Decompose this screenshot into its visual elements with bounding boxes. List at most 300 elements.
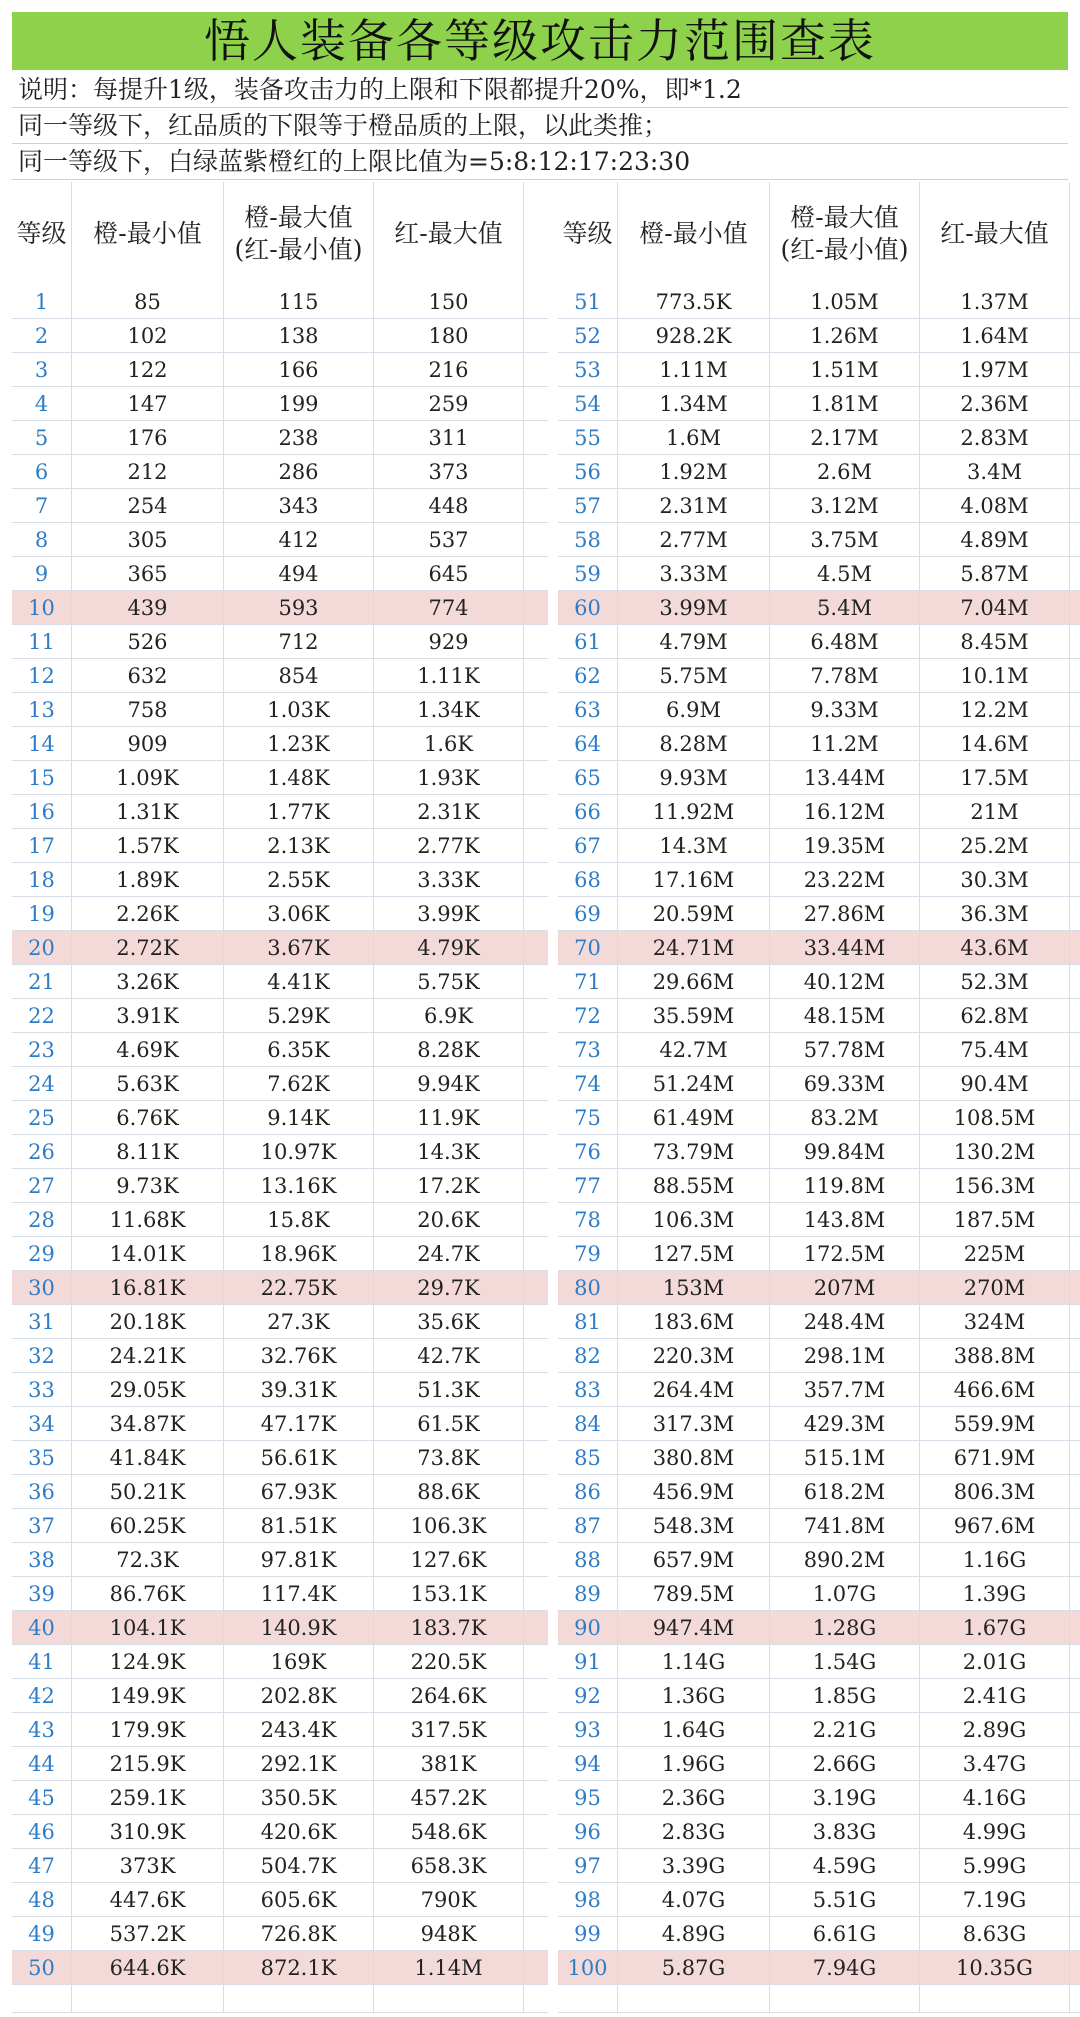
cell-red-max: 5.99G bbox=[920, 1849, 1070, 1882]
cell-orange-min: 29.05K bbox=[72, 1373, 224, 1406]
cell-orange-min: 124.9K bbox=[72, 1645, 224, 1678]
cell-orange-max: 9.14K bbox=[224, 1101, 374, 1134]
table-row bbox=[12, 1169, 548, 1203]
cell-level: 87 bbox=[558, 1509, 618, 1542]
cell-orange-min: 179.9K bbox=[72, 1713, 224, 1746]
cell-level: 8 bbox=[12, 523, 72, 556]
header-level: 等级 bbox=[12, 182, 72, 285]
cell-orange-min: 2.31M bbox=[618, 489, 770, 522]
cell-orange-min: 456.9M bbox=[618, 1475, 770, 1508]
cell-level: 25 bbox=[12, 1101, 72, 1134]
cell-orange-min: 5.87G bbox=[618, 1951, 770, 1984]
cell-orange-max: 166 bbox=[224, 353, 374, 386]
cell-orange-max: 7.62K bbox=[224, 1067, 374, 1100]
cell-orange-min: 6.9M bbox=[618, 693, 770, 726]
cell-orange-min: 317.3M bbox=[618, 1407, 770, 1440]
table-row bbox=[558, 693, 1080, 727]
cell-level: 30 bbox=[12, 1271, 72, 1304]
cell-red-max: 270M bbox=[920, 1271, 1070, 1304]
table-row bbox=[558, 1951, 1080, 1985]
cell-orange-max: 1.85G bbox=[770, 1679, 920, 1712]
cell-red-max: 130.2M bbox=[920, 1135, 1070, 1168]
cell-orange-min: 24.71M bbox=[618, 931, 770, 964]
cell-orange-min: 14.01K bbox=[72, 1237, 224, 1270]
cell-level: 58 bbox=[558, 523, 618, 556]
cell-orange-max: 429.3M bbox=[770, 1407, 920, 1440]
cell-orange-max: 11.2M bbox=[770, 727, 920, 760]
cell-red-max: 4.89M bbox=[920, 523, 1070, 556]
cell-red-max: 127.6K bbox=[374, 1543, 524, 1576]
cell-red-max: 187.5M bbox=[920, 1203, 1070, 1236]
cell-level: 4 bbox=[12, 387, 72, 420]
cell-orange-max: 56.61K bbox=[224, 1441, 374, 1474]
blank-cell bbox=[374, 1985, 524, 2012]
cell-level: 59 bbox=[558, 557, 618, 590]
cell-orange-max: 48.15M bbox=[770, 999, 920, 1032]
table-row bbox=[558, 761, 1080, 795]
cell-red-max: 17.5M bbox=[920, 761, 1070, 794]
cell-red-max: 774 bbox=[374, 591, 524, 624]
table-row bbox=[12, 285, 548, 319]
cell-level: 97 bbox=[558, 1849, 618, 1882]
cell-red-max: 311 bbox=[374, 421, 524, 454]
cell-red-max: 2.77K bbox=[374, 829, 524, 862]
cell-level: 85 bbox=[558, 1441, 618, 1474]
cell-orange-max: 854 bbox=[224, 659, 374, 692]
cell-orange-max: 9.33M bbox=[770, 693, 920, 726]
table-row bbox=[558, 1067, 1080, 1101]
cell-orange-max: 140.9K bbox=[224, 1611, 374, 1644]
table-row bbox=[12, 1373, 548, 1407]
cell-orange-max: 27.3K bbox=[224, 1305, 374, 1338]
cell-orange-max: 32.76K bbox=[224, 1339, 374, 1372]
table-row bbox=[12, 387, 548, 421]
cell-red-max: 4.08M bbox=[920, 489, 1070, 522]
table-row bbox=[12, 625, 548, 659]
cell-red-max: 1.16G bbox=[920, 1543, 1070, 1576]
table-right bbox=[558, 182, 1080, 2013]
cell-level: 82 bbox=[558, 1339, 618, 1372]
cell-orange-min: 1.31K bbox=[72, 795, 224, 828]
cell-orange-min: 4.69K bbox=[72, 1033, 224, 1066]
cell-level: 79 bbox=[558, 1237, 618, 1270]
cell-red-max: 220.5K bbox=[374, 1645, 524, 1678]
cell-red-max: 9.94K bbox=[374, 1067, 524, 1100]
cell-level: 45 bbox=[12, 1781, 72, 1814]
cell-orange-max: 27.86M bbox=[770, 897, 920, 930]
cell-red-max: 559.9M bbox=[920, 1407, 1070, 1440]
cell-orange-min: 1.14G bbox=[618, 1645, 770, 1678]
cell-orange-min: 20.18K bbox=[72, 1305, 224, 1338]
cell-orange-max: 10.97K bbox=[224, 1135, 374, 1168]
cell-orange-min: 16.81K bbox=[72, 1271, 224, 1304]
cell-orange-max: 81.51K bbox=[224, 1509, 374, 1542]
table-row bbox=[558, 455, 1080, 489]
cell-level: 83 bbox=[558, 1373, 618, 1406]
cell-level: 91 bbox=[558, 1645, 618, 1678]
cell-level: 27 bbox=[12, 1169, 72, 1202]
table-row bbox=[558, 1135, 1080, 1169]
cell-orange-min: 1.92M bbox=[618, 455, 770, 488]
table-row bbox=[558, 1509, 1080, 1543]
cell-orange-max: 97.81K bbox=[224, 1543, 374, 1576]
table-row bbox=[12, 353, 548, 387]
cell-orange-max: 69.33M bbox=[770, 1067, 920, 1100]
cell-orange-min: 5.75M bbox=[618, 659, 770, 692]
cell-orange-max: 67.93K bbox=[224, 1475, 374, 1508]
table-row bbox=[558, 319, 1080, 353]
cell-orange-max: 39.31K bbox=[224, 1373, 374, 1406]
cell-orange-min: 2.36G bbox=[618, 1781, 770, 1814]
cell-red-max: 35.6K bbox=[374, 1305, 524, 1338]
table-row bbox=[12, 319, 548, 353]
cell-orange-min: 373K bbox=[72, 1849, 224, 1882]
cell-level: 9 bbox=[12, 557, 72, 590]
table-row bbox=[12, 829, 548, 863]
table-row bbox=[12, 931, 548, 965]
cell-orange-min: 1.36G bbox=[618, 1679, 770, 1712]
cell-orange-max: 202.8K bbox=[224, 1679, 374, 1712]
cell-level: 95 bbox=[558, 1781, 618, 1814]
cell-level: 47 bbox=[12, 1849, 72, 1882]
cell-red-max: 1.6K bbox=[374, 727, 524, 760]
table-row bbox=[12, 1645, 548, 1679]
cell-red-max: 183.7K bbox=[374, 1611, 524, 1644]
table-row bbox=[12, 1203, 548, 1237]
cell-orange-max: 5.29K bbox=[224, 999, 374, 1032]
header-orange-max bbox=[770, 182, 920, 285]
cell-level: 61 bbox=[558, 625, 618, 658]
cell-orange-min: 310.9K bbox=[72, 1815, 224, 1848]
cell-red-max: 88.6K bbox=[374, 1475, 524, 1508]
table-row bbox=[12, 1101, 548, 1135]
cell-orange-min: 3.99M bbox=[618, 591, 770, 624]
cell-level: 55 bbox=[558, 421, 618, 454]
cell-orange-max: 1.03K bbox=[224, 693, 374, 726]
cell-orange-min: 5.63K bbox=[72, 1067, 224, 1100]
table-row bbox=[558, 557, 1080, 591]
cell-orange-min: 3.91K bbox=[72, 999, 224, 1032]
cell-orange-min: 24.21K bbox=[72, 1339, 224, 1372]
header-red-max: 红-最大值 bbox=[920, 182, 1070, 285]
cell-level: 24 bbox=[12, 1067, 72, 1100]
table-header bbox=[12, 182, 548, 285]
table-row bbox=[12, 1067, 548, 1101]
cell-orange-max: 6.61G bbox=[770, 1917, 920, 1950]
table-row bbox=[12, 863, 548, 897]
cell-level: 21 bbox=[12, 965, 72, 998]
cell-orange-max: 605.6K bbox=[224, 1883, 374, 1916]
cell-orange-min: 758 bbox=[72, 693, 224, 726]
table-row bbox=[558, 1679, 1080, 1713]
cell-orange-max: 515.1M bbox=[770, 1441, 920, 1474]
cell-red-max: 10.35G bbox=[920, 1951, 1070, 1984]
cell-red-max: 466.6M bbox=[920, 1373, 1070, 1406]
cell-level: 6 bbox=[12, 455, 72, 488]
table-row bbox=[12, 1135, 548, 1169]
cell-orange-min: 305 bbox=[72, 523, 224, 556]
cell-level: 57 bbox=[558, 489, 618, 522]
cell-red-max: 929 bbox=[374, 625, 524, 658]
cell-level: 40 bbox=[12, 1611, 72, 1644]
cell-orange-min: 657.9M bbox=[618, 1543, 770, 1576]
cell-orange-min: 1.89K bbox=[72, 863, 224, 896]
cell-orange-min: 72.3K bbox=[72, 1543, 224, 1576]
cell-orange-min: 29.66M bbox=[618, 965, 770, 998]
cell-orange-max: 13.16K bbox=[224, 1169, 374, 1202]
cell-level: 89 bbox=[558, 1577, 618, 1610]
cell-orange-max: 1.51M bbox=[770, 353, 920, 386]
cell-orange-max: 3.06K bbox=[224, 897, 374, 930]
table-row bbox=[12, 1747, 548, 1781]
cell-orange-max: 3.19G bbox=[770, 1781, 920, 1814]
cell-orange-max: 890.2M bbox=[770, 1543, 920, 1576]
cell-red-max: 2.83M bbox=[920, 421, 1070, 454]
cell-red-max: 216 bbox=[374, 353, 524, 386]
cell-red-max: 645 bbox=[374, 557, 524, 590]
cell-orange-max: 2.13K bbox=[224, 829, 374, 862]
table-row bbox=[12, 1611, 548, 1645]
cell-level: 63 bbox=[558, 693, 618, 726]
cell-level: 100 bbox=[558, 1951, 618, 1984]
cell-red-max: 4.99G bbox=[920, 1815, 1070, 1848]
cell-orange-min: 20.59M bbox=[618, 897, 770, 930]
cell-level: 33 bbox=[12, 1373, 72, 1406]
cell-level: 60 bbox=[558, 591, 618, 624]
cell-orange-min: 365 bbox=[72, 557, 224, 590]
table-row bbox=[558, 1543, 1080, 1577]
blank-cell bbox=[224, 1985, 374, 2012]
cell-level: 31 bbox=[12, 1305, 72, 1338]
cell-red-max: 457.2K bbox=[374, 1781, 524, 1814]
cell-level: 77 bbox=[558, 1169, 618, 1202]
cell-level: 34 bbox=[12, 1407, 72, 1440]
cell-level: 35 bbox=[12, 1441, 72, 1474]
cell-orange-max: 7.78M bbox=[770, 659, 920, 692]
cell-red-max: 5.87M bbox=[920, 557, 1070, 590]
cell-level: 90 bbox=[558, 1611, 618, 1644]
table-row bbox=[12, 489, 548, 523]
table-row bbox=[12, 1509, 548, 1543]
table-row bbox=[558, 625, 1080, 659]
cell-level: 29 bbox=[12, 1237, 72, 1270]
cell-level: 12 bbox=[12, 659, 72, 692]
blank-row bbox=[558, 1985, 1080, 2013]
cell-orange-min: 61.49M bbox=[618, 1101, 770, 1134]
cell-level: 15 bbox=[12, 761, 72, 794]
table-row bbox=[558, 387, 1080, 421]
cell-orange-min: 632 bbox=[72, 659, 224, 692]
cell-orange-min: 122 bbox=[72, 353, 224, 386]
cell-orange-min: 4.89G bbox=[618, 1917, 770, 1950]
table-row bbox=[558, 1169, 1080, 1203]
cell-level: 54 bbox=[558, 387, 618, 420]
cell-orange-min: 644.6K bbox=[72, 1951, 224, 1984]
table-row bbox=[12, 1577, 548, 1611]
table-row bbox=[558, 965, 1080, 999]
cell-red-max: 671.9M bbox=[920, 1441, 1070, 1474]
cell-orange-max: 33.44M bbox=[770, 931, 920, 964]
cell-red-max: 21M bbox=[920, 795, 1070, 828]
table-row bbox=[558, 1033, 1080, 1067]
cell-level: 51 bbox=[558, 285, 618, 318]
cell-level: 2 bbox=[12, 319, 72, 352]
cell-orange-min: 380.8M bbox=[618, 1441, 770, 1474]
header-orange-max-line1: 橙-最大值 bbox=[790, 202, 899, 232]
cell-red-max: 106.3K bbox=[374, 1509, 524, 1542]
cell-orange-min: 220.3M bbox=[618, 1339, 770, 1372]
cell-level: 92 bbox=[558, 1679, 618, 1712]
cell-red-max: 6.9K bbox=[374, 999, 524, 1032]
table-row bbox=[12, 1679, 548, 1713]
table-row bbox=[558, 421, 1080, 455]
cell-level: 72 bbox=[558, 999, 618, 1032]
cell-red-max: 790K bbox=[374, 1883, 524, 1916]
table-row bbox=[12, 1849, 548, 1883]
cell-level: 74 bbox=[558, 1067, 618, 1100]
cell-orange-max: 15.8K bbox=[224, 1203, 374, 1236]
cell-level: 16 bbox=[12, 795, 72, 828]
cell-red-max: 2.36M bbox=[920, 387, 1070, 420]
cell-orange-max: 169K bbox=[224, 1645, 374, 1678]
note-line-3: 同一等级下，白绿蓝紫橙红的上限比值为=5:8:12:17:23:30 bbox=[12, 144, 1068, 180]
cell-level: 75 bbox=[558, 1101, 618, 1134]
cell-orange-max: 2.6M bbox=[770, 455, 920, 488]
table-row bbox=[12, 1713, 548, 1747]
cell-orange-min: 85 bbox=[72, 285, 224, 318]
cell-level: 65 bbox=[558, 761, 618, 794]
cell-orange-max: 1.23K bbox=[224, 727, 374, 760]
cell-orange-min: 147 bbox=[72, 387, 224, 420]
cell-orange-max: 593 bbox=[224, 591, 374, 624]
table-row bbox=[558, 795, 1080, 829]
cell-orange-min: 537.2K bbox=[72, 1917, 224, 1950]
table-row bbox=[558, 1645, 1080, 1679]
cell-orange-min: 773.5K bbox=[618, 285, 770, 318]
table-row bbox=[558, 353, 1080, 387]
cell-orange-max: 2.17M bbox=[770, 421, 920, 454]
cell-orange-max: 23.22M bbox=[770, 863, 920, 896]
table-row bbox=[558, 1747, 1080, 1781]
cell-orange-max: 1.05M bbox=[770, 285, 920, 318]
cell-orange-max: 3.83G bbox=[770, 1815, 920, 1848]
cell-orange-min: 215.9K bbox=[72, 1747, 224, 1780]
cell-red-max: 448 bbox=[374, 489, 524, 522]
table-row bbox=[12, 1543, 548, 1577]
table-row bbox=[12, 1407, 548, 1441]
cell-red-max: 8.63G bbox=[920, 1917, 1070, 1950]
cell-red-max: 4.79K bbox=[374, 931, 524, 964]
cell-orange-min: 127.5M bbox=[618, 1237, 770, 1270]
cell-level: 70 bbox=[558, 931, 618, 964]
cell-red-max: 8.28K bbox=[374, 1033, 524, 1066]
cell-red-max: 806.3M bbox=[920, 1475, 1070, 1508]
cell-red-max: 259 bbox=[374, 387, 524, 420]
table-row bbox=[558, 1373, 1080, 1407]
cell-orange-min: 254 bbox=[72, 489, 224, 522]
cell-orange-max: 99.84M bbox=[770, 1135, 920, 1168]
table-row bbox=[558, 1237, 1080, 1271]
cell-level: 64 bbox=[558, 727, 618, 760]
cell-red-max: 153.1K bbox=[374, 1577, 524, 1610]
cell-red-max: 1.37M bbox=[920, 285, 1070, 318]
cell-red-max: 2.01G bbox=[920, 1645, 1070, 1678]
cell-orange-max: 18.96K bbox=[224, 1237, 374, 1270]
cell-red-max: 20.6K bbox=[374, 1203, 524, 1236]
cell-orange-max: 4.41K bbox=[224, 965, 374, 998]
table-row bbox=[12, 1883, 548, 1917]
cell-red-max: 373 bbox=[374, 455, 524, 488]
cell-orange-min: 212 bbox=[72, 455, 224, 488]
cell-orange-max: 2.55K bbox=[224, 863, 374, 896]
cell-level: 17 bbox=[12, 829, 72, 862]
blank-cell bbox=[770, 1985, 920, 2012]
cell-orange-max: 3.75M bbox=[770, 523, 920, 556]
cell-orange-max: 298.1M bbox=[770, 1339, 920, 1372]
cell-red-max: 14.6M bbox=[920, 727, 1070, 760]
table-row bbox=[12, 523, 548, 557]
header-level: 等级 bbox=[558, 182, 618, 285]
cell-orange-min: 73.79M bbox=[618, 1135, 770, 1168]
cell-red-max: 537 bbox=[374, 523, 524, 556]
cell-orange-min: 34.87K bbox=[72, 1407, 224, 1440]
cell-red-max: 4.16G bbox=[920, 1781, 1070, 1814]
cell-red-max: 948K bbox=[374, 1917, 524, 1950]
cell-red-max: 3.4M bbox=[920, 455, 1070, 488]
cell-orange-max: 207M bbox=[770, 1271, 920, 1304]
cell-orange-min: 909 bbox=[72, 727, 224, 760]
table-row bbox=[558, 1781, 1080, 1815]
blank-cell bbox=[72, 1985, 224, 2012]
table-row bbox=[558, 1917, 1080, 1951]
cell-level: 38 bbox=[12, 1543, 72, 1576]
table-row bbox=[12, 693, 548, 727]
header-red-max: 红-最大值 bbox=[374, 182, 524, 285]
table-body bbox=[12, 285, 548, 1985]
page-title: 悟人装备各等级攻击力范围查表 bbox=[12, 12, 1068, 70]
blank-row bbox=[12, 1985, 548, 2013]
cell-red-max: 1.34K bbox=[374, 693, 524, 726]
cell-level: 67 bbox=[558, 829, 618, 862]
cell-red-max: 25.2M bbox=[920, 829, 1070, 862]
cell-level: 18 bbox=[12, 863, 72, 896]
cell-level: 53 bbox=[558, 353, 618, 386]
cell-red-max: 3.47G bbox=[920, 1747, 1070, 1780]
cell-red-max: 10.1M bbox=[920, 659, 1070, 692]
cell-level: 94 bbox=[558, 1747, 618, 1780]
table-row bbox=[558, 863, 1080, 897]
cell-level: 14 bbox=[12, 727, 72, 760]
table-left bbox=[12, 182, 548, 2013]
cell-orange-min: 42.7M bbox=[618, 1033, 770, 1066]
cell-orange-max: 350.5K bbox=[224, 1781, 374, 1814]
table-row bbox=[12, 591, 548, 625]
cell-orange-max: 143.8M bbox=[770, 1203, 920, 1236]
note-line-1: 说明：每提升1级，装备攻击力的上限和下限都提升20%，即*1.2 bbox=[12, 72, 1068, 108]
table-row bbox=[558, 999, 1080, 1033]
blank-cell bbox=[618, 1985, 770, 2012]
cell-level: 66 bbox=[558, 795, 618, 828]
table-row bbox=[558, 489, 1080, 523]
cell-orange-max: 504.7K bbox=[224, 1849, 374, 1882]
cell-orange-min: 1.34M bbox=[618, 387, 770, 420]
cell-level: 86 bbox=[558, 1475, 618, 1508]
cell-red-max: 90.4M bbox=[920, 1067, 1070, 1100]
table-row bbox=[12, 1237, 548, 1271]
cell-level: 73 bbox=[558, 1033, 618, 1066]
cell-orange-max: 5.51G bbox=[770, 1883, 920, 1916]
cell-level: 98 bbox=[558, 1883, 618, 1916]
